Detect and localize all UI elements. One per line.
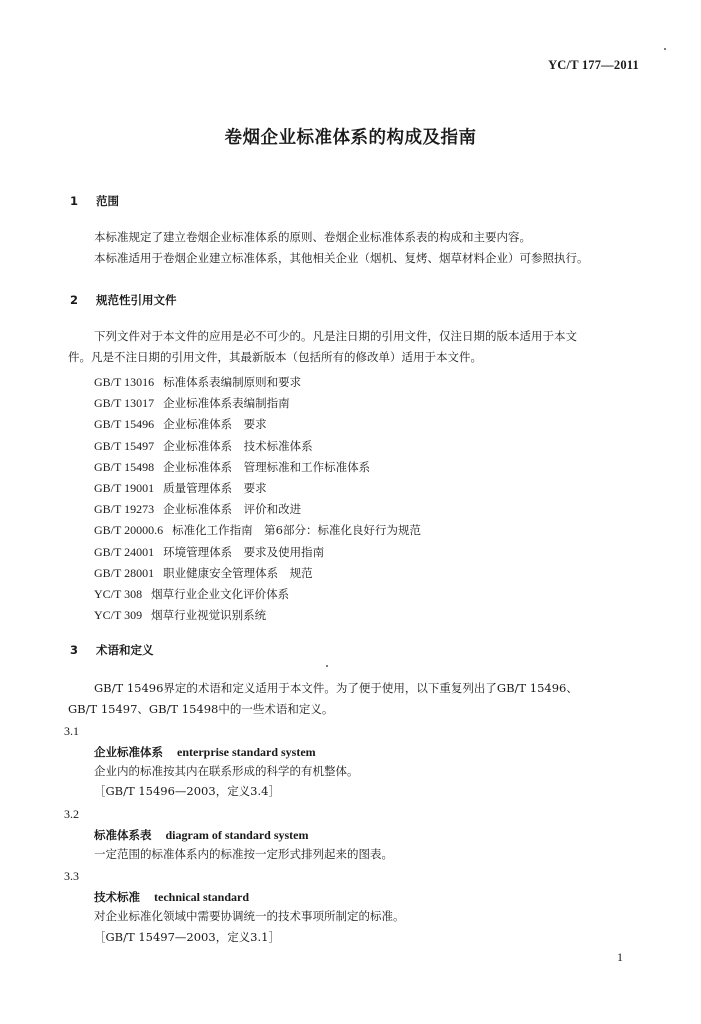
list-item	[94, 459, 421, 480]
ref-code: GB/T 13016	[94, 375, 155, 389]
ref-code: GB/T 20000.6	[94, 523, 164, 538]
term-zh: 技术标准	[94, 890, 140, 904]
section-number: 2	[70, 293, 79, 307]
section-number: 3	[70, 643, 79, 657]
normative-references-list	[94, 374, 421, 628]
standard-code: YC/T 177—2011	[548, 58, 639, 72]
ref-title: 标准体系表编制原则和要求	[163, 375, 302, 389]
ref-title: 标准化工作指南 第6部分：标准化良好行为规范	[172, 523, 421, 538]
paragraph-continuation: GB/T 15497、GB/T 15498中的一些术语和定义。	[68, 702, 334, 716]
ref-title: 企业标准体系表编制指南	[163, 396, 290, 411]
paragraph: GB/T 15496界定的术语和定义适用于本文件。为了便于使用，以下重复列出了GB/T 15496、	[94, 681, 578, 695]
list-item	[94, 438, 421, 459]
page-number: 1	[617, 950, 623, 964]
term-en: technical standard	[154, 890, 250, 904]
ref-code: GB/T 28001	[94, 565, 155, 580]
document-title: 卷烟企业标准体系的构成及指南	[224, 128, 477, 148]
list-item	[94, 480, 421, 501]
term-heading	[94, 744, 316, 760]
ref-title: 企业标准体系 管理标准和工作标准体系	[163, 459, 371, 474]
ref-code: GB/T 15496	[94, 417, 155, 432]
term-definition: 对企业标准化领域中需要协调统一的技术事项所制定的标准。	[94, 909, 405, 923]
section-title: 范围	[96, 194, 120, 208]
section-title: 术语和定义	[96, 643, 154, 657]
ref-title: 企业标准体系 评价和改进	[163, 502, 302, 517]
paragraph-continuation: 件。凡是不注日期的引用文件，其最新版本（包括所有的修改单）适用于本文件。	[68, 350, 482, 364]
ref-code: YC/T 309	[94, 608, 143, 623]
term-number: 3.1	[64, 724, 79, 738]
list-item	[94, 607, 421, 628]
ref-title: 职业健康安全管理体系 规范	[163, 565, 313, 580]
term-zh: 企业标准体系	[94, 745, 163, 759]
ref-code: GB/T 13017	[94, 396, 155, 411]
ref-title: 烟草行业企业文化评价体系	[151, 586, 290, 601]
scan-speck	[326, 665, 328, 667]
ref-title: 企业标准体系 要求	[163, 417, 267, 432]
list-item	[94, 416, 421, 437]
scan-speck	[664, 48, 666, 50]
term-number: 3.3	[64, 869, 79, 883]
ref-title: 烟草行业视觉识别系统	[151, 608, 267, 623]
paragraph: 本标准适用于卷烟企业建立标准体系，其他相关企业（烟机、复烤、烟草材料企业）可参照执行。	[94, 251, 589, 265]
ref-code: GB/T 15497	[94, 438, 155, 453]
section-title: 规范性引用文件	[96, 293, 177, 307]
term-definition: 一定范围的标准体系内的标准按一定形式排列起来的图表。	[94, 847, 393, 861]
list-item	[94, 501, 421, 522]
term-heading	[94, 889, 249, 905]
list-item	[94, 565, 421, 586]
ref-code: GB/T 15498	[94, 459, 155, 474]
term-source: ［GB/T 15497—2003，定义3.1］	[94, 930, 280, 944]
term-en: diagram of standard system	[165, 828, 309, 842]
section-3-heading	[70, 642, 154, 658]
ref-code: GB/T 19273	[94, 502, 155, 517]
term-definition: 企业内的标准按其内在联系形成的科学的有机整体。	[94, 764, 359, 778]
section-2-heading	[70, 292, 177, 308]
ref-title: 质量管理体系 要求	[163, 480, 267, 495]
term-en: enterprise standard system	[177, 745, 316, 759]
list-item	[94, 374, 421, 395]
term-source: ［GB/T 15496—2003，定义3.4］	[94, 784, 280, 798]
term-number: 3.2	[64, 807, 79, 821]
list-item	[94, 522, 421, 543]
ref-title: 企业标准体系 技术标准体系	[163, 438, 313, 453]
paragraph: 下列文件对于本文件的应用是必不可少的。凡是注日期的引用文件，仅注日期的版本适用于本文	[94, 329, 577, 343]
section-1-heading	[70, 193, 119, 209]
section-number: 1	[70, 194, 79, 208]
paragraph: 本标准规定了建立卷烟企业标准体系的原则、卷烟企业标准体系表的构成和主要内容。	[94, 230, 531, 244]
term-heading	[94, 827, 309, 843]
list-item	[94, 586, 421, 607]
ref-code: GB/T 24001	[94, 544, 155, 559]
term-zh: 标准体系表	[94, 828, 152, 842]
ref-code: YC/T 308	[94, 586, 143, 601]
list-item	[94, 544, 421, 565]
ref-title: 环境管理体系 要求及使用指南	[163, 544, 325, 559]
list-item	[94, 395, 421, 416]
ref-code: GB/T 19001	[94, 480, 155, 495]
